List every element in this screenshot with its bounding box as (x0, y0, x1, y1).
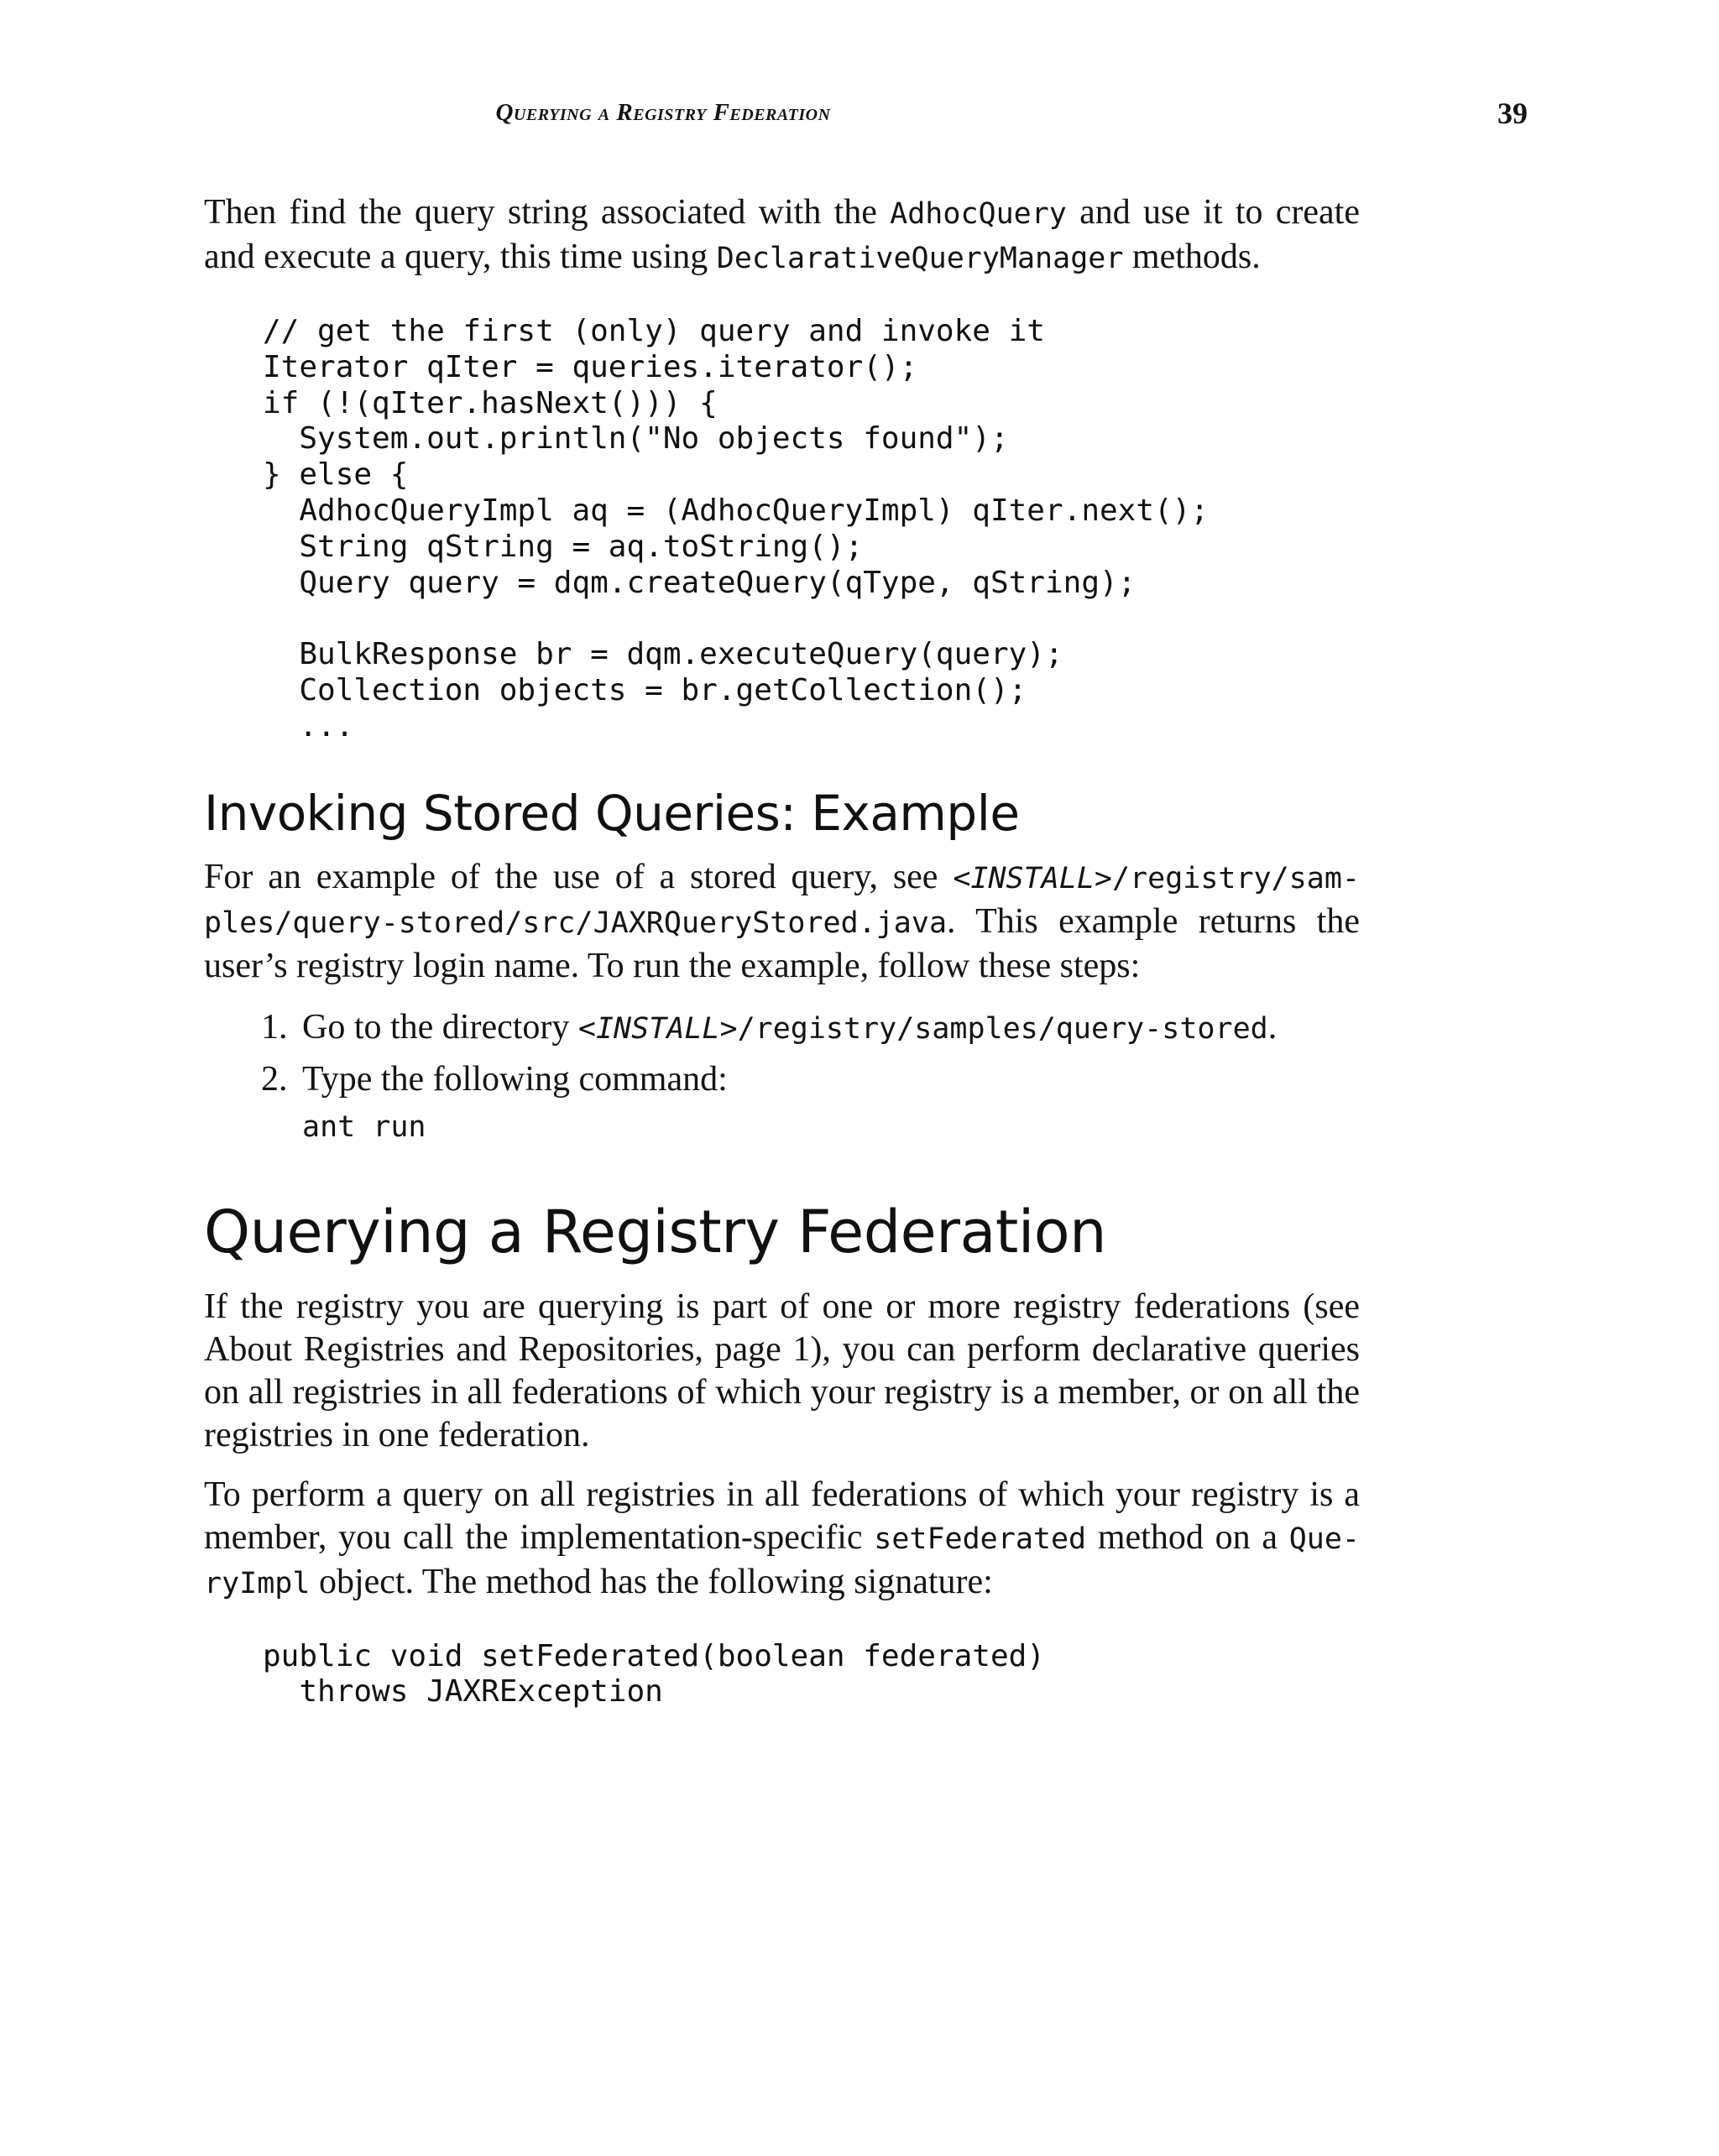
page-body (204, 191, 1360, 1710)
install-placeholder: <INSTALL> (577, 1011, 738, 1046)
step-end: . (1267, 1007, 1277, 1047)
federation-text-2: method on a (1086, 1517, 1289, 1557)
steps-list (204, 1006, 1360, 1148)
command-ant-run: ant run (302, 1109, 426, 1144)
intro-text-1: Then find the query string associated with the (204, 193, 891, 232)
intro-code-adhocquery: AdhocQuery (890, 197, 1067, 231)
intro-code-declarativequerymanager: DeclarativeQueryManager (716, 242, 1124, 275)
code-setfederated: setFederated (874, 1522, 1087, 1556)
install-placeholder: <INSTALL> (953, 861, 1112, 895)
step-item (204, 1058, 1360, 1148)
step-text: Type the following command: (302, 1059, 728, 1099)
step-directory-path: /registry/samples/query-stored (737, 1011, 1268, 1046)
intro-text-2: and use it to create and execute a query, this time using (204, 193, 1360, 276)
code-block-query: // get the first (only) query and invoke it Iterator qIter = queries.iterator(); if (!(qIter.hasNext())) { System.out.println("No objects found"); } else { AdhocQueryImpl aq = (AdhocQueryImpl) qIter.next(); String qString = aq.toString(); Query query = dqm.createQuery(qType, qString); BulkResponse br = dqm.executeQuery(query); Collection objects = br.getCollection(); ... (263, 314, 1210, 744)
step-number: 1. (261, 1007, 288, 1047)
stored-query-text-2: . This example returns the user’s registry login name. To run the example, follow these steps: (204, 901, 1360, 985)
step-number: 2. (261, 1059, 288, 1099)
page-number: 39 (1497, 97, 1528, 130)
step-text: Go to the directory (302, 1007, 578, 1047)
step-item (204, 1006, 1360, 1051)
intro-text-3: methods. (1123, 238, 1261, 276)
federation-paragraph-1: If the registry you are querying is part of one or more registry federations (see About Registries and Repositories, page 1), you can perform declarative queries on all registries in all federations of which your registry is a member, or on all the registries in one federation. (204, 1287, 1360, 1454)
federation-text-3: object. The method has the following signature: (310, 1562, 993, 1601)
code-block-signature: public void setFederated(boolean federated) throws JAXRException (263, 1638, 1045, 1710)
federation-paragraph-2 (204, 1474, 1360, 1605)
section-heading-stored-queries: Invoking Stored Queries: Example (204, 784, 1020, 842)
intro-paragraph (204, 191, 1360, 280)
sample-file-path: /registry/sam-ples/query-stored/src/JAXRQueryStored.java (204, 861, 1360, 940)
section-heading-federation: Querying a Registry Federation (204, 1197, 1106, 1266)
federation-text-1: To perform a query on all registries in all federations of which your registry is a member, you call the implementation-specific (204, 1475, 1360, 1557)
running-header (0, 99, 1719, 136)
running-title: Querying a Registry Federation (495, 99, 831, 126)
stored-query-text-1: For an example of the use of a stored query, see (204, 857, 954, 896)
stored-query-paragraph (204, 856, 1360, 988)
code-queryimpl: Que-ryImpl (204, 1522, 1361, 1600)
